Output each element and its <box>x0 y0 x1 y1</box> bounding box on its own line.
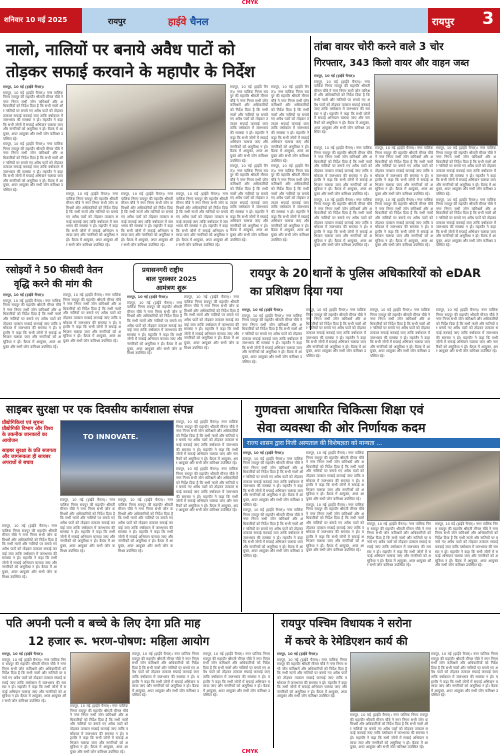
exam-col-2 <box>184 295 239 397</box>
exam-body-2: रायपुर, 10 मई (हाईवे चैनल)। नगर पालिक निगम रायपुर की महापौर श्रीमती मीनल चौबे ने नगर निगम सभी जोन कमिश्नरों और अधिकारियों को निर्देश दिया है कि सभी नालों और नालियों पर बनाये गए अवैध पाटों को तोड़कर तत्काल सफाई करवाई जाए ताकि वर्षाकाल में जलभराव की समस्या न हो। महापौर ने कहा कि सभी जोनों में सफाई अभियान चलाया जाए और नागरिकों को असुविधा न हो। बैठक में आयुक्त, अपर आयुक्त और सभी जोन कमिश्नर उपस्थित रहे। <box>184 295 239 350</box>
education-story <box>243 400 500 612</box>
cyber-headline: साइबर सुरक्षा पर एक दिवसीय कार्यशाला संपन्न <box>6 403 194 416</box>
women-col-1 <box>2 652 66 748</box>
copper-body-3b: रायपुर, 10 मई (हाईवे चैनल)। नगर पालिक निगम रायपुर की महापौर श्रीमती मीनल चौबे ने नगर निगम सभी जोन कमिश्नरों और अधिकारियों को निर्देश दिया है कि सभी नालों और नालियों पर बनाये गए अवैध पाटों को तोड़कर तत्काल सफाई करवाई जाए ताकि वर्षाकाल में जलभराव की समस्या न हो। महापौर ने कहा कि सभी जोनों में सफाई अभियान चलाया जाए और नागरिकों को असुविधा न हो। बैठक में आयुक्त, अपर आयुक्त और सभी जोन कमिश्नर उपस्थित रहे। <box>375 197 433 248</box>
lead-headline-1: नालो, नालियों पर बनाये अवैध पाटों को <box>6 40 235 59</box>
copper-body-4b: रायपुर, 10 मई (हाईवे चैनल)। नगर पालिक निगम रायपुर की महापौर श्रीमती मीनल चौबे ने नगर निगम सभी जोन कमिश्नरों और अधिकारियों को निर्देश दिया है कि सभी नालों और नालियों पर बनाये गए अवैध पाटों को तोड़कर तत्काल सफाई करवाई जाए ताकि वर्षाकाल में जलभराव की समस्या न हो। महापौर ने कहा कि सभी जोनों में सफाई अभियान चलाया जाए और नागरिकों को असुविधा न हो। बैठक में आयुक्त, अपर आयुक्त और सभी जोन कमिश्नर उपस्थित रहे। <box>436 197 496 248</box>
rule-mid-left <box>0 259 310 260</box>
exam-dateline: रायपुर, 10 मई (हाईवे चैनल)। <box>127 295 169 299</box>
education-headline-2: सेवा व्यवस्था की ओर निर्णायक कदम <box>257 420 426 435</box>
masthead-city: रायपुर <box>108 17 126 26</box>
cyber-highlight-2: साइबर सुरक्षा के प्रति सजगता और जागरूकता ही सायबर अपराधों से बचाव <box>2 448 57 466</box>
lead-body-4: रायपुर, 10 मई (हाईवे चैनल)। नगर पालिक निगम रायपुर की महापौर श्रीमती मीनल चौबे ने नगर निगम सभी जोन कमिश्नरों और अधिकारियों को निर्देश दिया है कि सभी नालों और नालियों पर बनाये गए अवैध पाटों को तोड़कर तत्काल सफाई करवाई जाए ताकि वर्षाकाल में जलभराव की समस्या न हो। महापौर ने कहा कि सभी जोनों में सफाई अभियान चलाया जाए और नागरिकों को असुविधा न हो। बैठक में आयुक्त, अपर आयुक्त और सभी जोन कमिश्नर उपस्थित रहे। <box>176 192 228 247</box>
lead-body-5: रायपुर, 10 मई (हाईवे चैनल)। नगर पालिक निगम रायपुर की महापौर श्रीमती मीनल चौबे ने नगर निगम सभी जोन कमिश्नरों और अधिकारियों को निर्देश दिया है कि सभी नालों और नालियों पर बनाये गए अवैध पाटों को तोड़कर तत्काल सफाई करवाई जाए ताकि वर्षाकाल में जलभराव की समस्या न हो। महापौर ने कहा कि सभी जोनों में सफाई अभियान चलाया जाए और नागरिकों को असुविधा न हो। बैठक में आयुक्त, अपर आयुक्त और सभी जोन कमिश्नर उपस्थित रहे। <box>230 85 268 163</box>
police-headline: रायपुर के 20 थानों के पुलिस अधिकारियों को eDAR का प्रशिक्षण दिया गया <box>250 266 481 298</box>
women-body-3: रायपुर, 10 मई (हाईवे चैनल)। नगर पालिक निगम रायपुर की महापौर श्रीमती मीनल चौबे ने नगर निगम सभी जोन कमिश्नरों और अधिकारियों को निर्देश दिया है कि सभी नालों और नालियों पर बनाये गए अवैध पाटों को तोड़कर तत्काल सफाई करवाई जाए ताकि वर्षाकाल में जलभराव की समस्या न हो। महापौर ने कहा कि सभी जोनों में सफाई अभियान चलाया जाए और नागरिकों को असुविधा न हो। बैठक में आयुक्त, अपर आयुक्त और सभी जोन कमिश्नर उपस्थित रहे। <box>132 652 199 698</box>
education-subhead: राज्य शासन द्वारा निजी अस्पताल की विशेषज्ञता को मान्यता ... <box>247 440 383 447</box>
women-body-4: रायपुर, 10 मई (हाईवे चैनल)। नगर पालिक निगम रायपुर की महापौर श्रीमती मीनल चौबे ने नगर निगम सभी जोन कमिश्नरों और अधिकारियों को निर्देश दिया है कि सभी नालों और नालियों पर बनाये गए अवैध पाटों को तोड़कर तत्काल सफाई करवाई जाए ताकि वर्षाकाल में जलभराव की समस्या न हो। महापौर ने कहा कि सभी जोनों में सफाई अभियान चलाया जाए और नागरिकों को असुविधा न हो। बैठक में आयुक्त, अपर आयुक्त और सभी जोन कमिश्नर उपस्थित रहे। <box>203 652 270 698</box>
cyber-col-1 <box>2 524 57 612</box>
cyber-col-side <box>176 420 238 612</box>
women-headline-2: 12 हजार रू. भरण-पोषण: महिला आयोग <box>28 634 210 648</box>
cyber-story <box>0 400 240 612</box>
cyber-col-3 <box>118 498 173 612</box>
lead-col-1 <box>3 85 63 257</box>
police-col-2 <box>306 308 366 396</box>
police-col-3 <box>370 308 430 396</box>
education-col-2 <box>306 451 364 612</box>
copper-dateline: रायपुर, 10 मई (हाईवे चैनल)। <box>314 74 356 78</box>
lead-col-4 <box>176 192 228 258</box>
education-col-3 <box>367 522 431 612</box>
police-dateline: रायपुर, 10 मई (हाईवे चैनल)। <box>242 308 284 312</box>
women-body-1: रायपुर, 10 मई (हाईवे चैनल)। नगर पालिक निगम रायपुर की महापौर श्रीमती मीनल चौबे ने नगर निगम सभी जोन कमिश्नरों और अधिकारियों को निर्देश दिया है कि सभी नालों और नालियों पर बनाये गए अवैध पाटों को तोड़कर तत्काल सफाई करवाई जाए ताकि वर्षाकाल में जलभराव की समस्या न हो। महापौर ने कहा कि सभी जोनों में सफाई अभियान चलाया जाए और नागरिकों को असुविधा न हो। बैठक में आयुक्त, अपर आयुक्त और सभी जोन कमिश्नर उपस्थित रहे। <box>2 657 66 703</box>
lead-col-3 <box>121 192 173 258</box>
exam-body-1: रायपुर, 10 मई (हाईवे चैनल)। नगर पालिक निगम रायपुर की महापौर श्रीमती मीनल चौबे ने नगर निगम सभी जोन कमिश्नरों और अधिकारियों को निर्देश दिया है कि सभी नालों और नालियों पर बनाये गए अवैध पाटों को तोड़कर तत्काल सफाई करवाई जाए ताकि वर्षाकाल में जलभराव की समस्या न हो। महापौर ने कहा कि सभी जोनों में सफाई अभियान चलाया जाए और नागरिकों को असुविधा न हो। बैठक में आयुक्त, अपर आयुक्त और सभी जोन कमिश्नर उपस्थित रहे। <box>127 300 182 356</box>
cook-headline-2: वृद्धि करने की मांग की <box>14 279 93 290</box>
copper-body-2b: रायपुर, 10 मई (हाईवे चैनल)। नगर पालिक निगम रायपुर की महापौर श्रीमती मीनल चौबे ने नगर निगम सभी जोन कमिश्नरों और अधिकारियों को निर्देश दिया है कि सभी नालों और नालियों पर बनाये गए अवैध पाटों को तोड़कर तत्काल सफाई करवाई जाए ताकि वर्षाकाल में जलभराव की समस्या न हो। महापौर ने कहा कि सभी जोनों में सफाई अभियान चलाया जाए और नागरिकों को असुविधा न हो। बैठक में आयुक्त, अपर आयुक्त और सभी जोन कमिश्नर उपस्थित रहे। <box>314 197 372 248</box>
education-dateline: रायपुर, 10 मई (हाईवे चैनल)। <box>243 451 285 455</box>
copper-body-3: रायपुर, 10 मई (हाईवे चैनल)। नगर पालिक निगम रायपुर की महापौर श्रीमती मीनल चौबे ने नगर निगम सभी जोन कमिश्नरों और अधिकारियों को निर्देश दिया है कि सभी नालों और नालियों पर बनाये गए अवैध पाटों को तोड़कर तत्काल सफाई करवाई जाए ताकि वर्षाकाल में जलभराव की समस्या न हो। महापौर ने कहा कि सभी जोनों में सफाई अभियान चलाया जाए और नागरिकों को असुविधा न हो। बैठक में आयुक्त, अपर आयुक्त और सभी जोन कमिश्नर उपस्थित रहे। <box>375 146 433 196</box>
education-body-2: रायपुर, 10 मई (हाईवे चैनल)। नगर पालिक निगम रायपुर की महापौर श्रीमती मीनल चौबे ने नगर निगम सभी जोन कमिश्नरों और अधिकारियों को निर्देश दिया है कि सभी नालों और नालियों पर बनाये गए अवैध पाटों को तोड़कर तत्काल सफाई करवाई जाए ताकि वर्षाकाल में जलभराव की समस्या न हो। महापौर ने कहा कि सभी जोनों में सफाई अभियान चलाया जाए और नागरिकों को असुविधा न हो। बैठक में आयुक्त, अपर आयुक्त और सभी जोन कमिश्नर उपस्थित रहे। <box>306 451 364 501</box>
cyber-highlight-1: प्रौद्योगिकियां एवं सूचना प्रौद्योगिकी विभाग और विश्व के तकनीक जानकारों का आयोजन <box>2 420 53 444</box>
lead-col-2 <box>66 192 118 258</box>
lead-dateline: रायपुर, 10 मई (हाईवे चैनल)। <box>3 85 45 89</box>
cook-col-2 <box>63 293 121 397</box>
lead-photo <box>66 84 226 190</box>
education-body-1b: रायपुर, 10 मई (हाईवे चैनल)। नगर पालिक निगम रायपुर की महापौर श्रीमती मीनल चौबे ने नगर निगम सभी जोन कमिश्नरों और अधिकारियों को निर्देश दिया है कि सभी नालों और नालियों पर बनाये गए अवैध पाटों को तोड़कर तत्काल सफाई करवाई जाए ताकि वर्षाकाल में जलभराव की समस्या न हो। महापौर ने कहा कि सभी जोनों में सफाई अभियान चलाया जाए और नागरिकों को असुविधा न हो। बैठक में आयुक्त, अपर आयुक्त और सभी जोन कमिश्नर उपस्थित रहे। <box>243 508 303 559</box>
vertical-rule-bottom <box>273 614 274 748</box>
lead-story <box>0 36 310 258</box>
mla-body-3: रायपुर, 10 मई (हाईवे चैनल)। नगर पालिक निगम रायपुर की महापौर श्रीमती मीनल चौबे ने नगर निगम सभी जोन कमिश्नरों और अधिकारियों को निर्देश दिया है कि सभी नालों और नालियों पर बनाये गए अवैध पाटों को तोड़कर तत्काल सफाई करवाई जाए ताकि वर्षाकाल में जलभराव की समस्या न हो। महापौर ने कहा कि सभी जोनों में सफाई अभियान चलाया जाए और नागरिकों को असुविधा न हो। बैठक में आयुक्त, अपर आयुक्त और सभी जोन कमिश्नर उपस्थित रहे। <box>431 652 498 698</box>
mla-col-1 <box>277 652 347 748</box>
women-col-2 <box>70 704 128 754</box>
cyber-body-2: रायपुर, 10 मई (हाईवे चैनल)। नगर पालिक निगम रायपुर की महापौर श्रीमती मीनल चौबे ने नगर निगम सभी जोन कमिश्नरों और अधिकारियों को निर्देश दिया है कि सभी नालों और नालियों पर बनाये गए अवैध पाटों को तोड़कर तत्काल सफाई करवाई जाए ताकि वर्षाकाल में जलभराव की समस्या न हो। महापौर ने कहा कि सभी जोनों में सफाई अभियान चलाया जाए और नागरिकों को असुविधा न हो। बैठक में आयुक्त, अपर आयुक्त और सभी जोन कमिश्नर उपस्थित रहे। <box>60 498 115 553</box>
cyber-body-side: रायपुर, 10 मई (हाईवे चैनल)। नगर पालिक निगम रायपुर की महापौर श्रीमती मीनल चौबे ने नगर निगम सभी जोन कमिश्नरों और अधिकारियों को निर्देश दिया है कि सभी नालों और नालियों पर बनाये गए अवैध पाटों को तोड़कर तत्काल सफाई करवाई जाए ताकि वर्षाकाल में जलभराव की समस्या न हो। महापौर ने कहा कि सभी जोनों में सफाई अभियान चलाया जाए और नागरिकों को असुविधा न हो। बैठक में आयुक्त, अपर आयुक्त और सभी जोन कमिश्नर उपस्थित रहे। <box>176 420 238 466</box>
cyber-photo <box>60 420 174 496</box>
masthead <box>0 8 500 33</box>
masthead-date-box <box>0 8 82 33</box>
copper-headline-2: गिरफ्तार, 343 किलो वायर और वाहन जब्त <box>314 58 470 69</box>
police-story <box>242 262 500 396</box>
police-body-4: रायपुर, 10 मई (हाईवे चैनल)। नगर पालिक निगम रायपुर की महापौर श्रीमती मीनल चौबे ने नगर निगम सभी जोन कमिश्नरों और अधिकारियों को निर्देश दिया है कि सभी नालों और नालियों पर बनाये गए अवैध पाटों को तोड़कर तत्काल सफाई करवाई जाए ताकि वर्षाकाल में जलभराव की समस्या न हो। महापौर ने कहा कि सभी जोनों में सफाई अभियान चलाया जाए और नागरिकों को असुविधा न हो। बैठक में आयुक्त, अपर आयुक्त और सभी जोन कमिश्नर उपस्थित रहे। <box>436 308 498 354</box>
masthead-band <box>82 8 428 33</box>
police-body-3: रायपुर, 10 मई (हाईवे चैनल)। नगर पालिक निगम रायपुर की महापौर श्रीमती मीनल चौबे ने नगर निगम सभी जोन कमिश्नरों और अधिकारियों को निर्देश दिया है कि सभी नालों और नालियों पर बनाये गए अवैध पाटों को तोड़कर तत्काल सफाई करवाई जाए ताकि वर्षाकाल में जलभराव की समस्या न हो। महापौर ने कहा कि सभी जोनों में सफाई अभियान चलाया जाए और नागरिकों को असुविधा न हो। बैठक में आयुक्त, अपर आयुक्त और सभी जोन कमिश्नर उपस्थित रहे। <box>370 308 430 358</box>
exam-col-1 <box>127 295 182 397</box>
exam-headline-2: बाल पुरस्कार 2025 <box>146 275 197 283</box>
education-body-2b: रायपुर, 10 मई (हाईवे चैनल)। नगर पालिक निगम रायपुर की महापौर श्रीमती मीनल चौबे ने नगर निगम सभी जोन कमिश्नरों और अधिकारियों को निर्देश दिया है कि सभी नालों और नालियों पर बनाये गए अवैध पाटों को तोड़कर तत्काल सफाई करवाई जाए ताकि वर्षाकाल में जलभराव की समस्या न हो। महापौर ने कहा कि सभी जोनों में सफाई अभियान चलाया जाए और नागरिकों को असुविधा न हो। बैठक में आयुक्त, अपर आयुक्त और सभी जोन कमिश्नर उपस्थित रहे। <box>306 502 364 553</box>
brand-name: हाईवे <box>168 17 187 28</box>
mla-headline-1: रायपुर पश्चिम विधायक ने सरोना <box>281 617 412 630</box>
lead-body-1b: रायपुर, 10 मई (हाईवे चैनल)। नगर पालिक निगम रायपुर की महापौर श्रीमती मीनल चौबे ने नगर निगम सभी जोन कमिश्नरों और अधिकारियों को निर्देश दिया है कि सभी नालों और नालियों पर बनाये गए अवैध पाटों को तोड़कर तत्काल सफाई करवाई जाए ताकि वर्षाकाल में जलभराव की समस्या न हो। महापौर ने कहा कि सभी जोनों में सफाई अभियान चलाया जाए और नागरिकों को असुविधा न हो। बैठक में आयुक्त, अपर आयुक्त और सभी जोन कमिश्नर उपस्थित रहे। <box>3 142 63 193</box>
cook-story <box>0 261 123 397</box>
education-headline-1: गुणवत्ता आधारित चिकित्सा शिक्षा एवं <box>255 402 424 417</box>
cyber-body-1: रायपुर, 10 मई (हाईवे चैनल)। नगर पालिक निगम रायपुर की महापौर श्रीमती मीनल चौबे ने नगर निगम सभी जोन कमिश्नरों और अधिकारियों को निर्देश दिया है कि सभी नालों और नालियों पर बनाये गए अवैध पाटों को तोड़कर तत्काल सफाई करवाई जाए ताकि वर्षाकाल में जलभराव की समस्या न हो। महापौर ने कहा कि सभी जोनों में सफाई अभियान चलाया जाए और नागरिकों को असुविधा न हो। बैठक में आयुक्त, अपर आयुक्त और सभी जोन कमिश्नर उपस्थित रहे। <box>2 524 57 579</box>
education-body-3: रायपुर, 10 मई (हाईवे चैनल)। नगर पालिक निगम रायपुर की महापौर श्रीमती मीनल चौबे ने नगर निगम सभी जोन कमिश्नरों और अधिकारियों को निर्देश दिया है कि सभी नालों और नालियों पर बनाये गए अवैध पाटों को तोड़कर तत्काल सफाई करवाई जाए ताकि वर्षाकाल में जलभराव की समस्या न हो। महापौर ने कहा कि सभी जोनों में सफाई अभियान चलाया जाए और नागरिकों को असुविधा न हो। बैठक में आयुक्त, अपर आयुक्त और सभी जोन कमिश्नर उपस्थित रहे। <box>367 522 431 568</box>
women-headline-1: पति अपनी पत्नी व बच्चे के लिए देगा प्रति माह <box>6 616 201 630</box>
police-body-2: रायपुर, 10 मई (हाईवे चैनल)। नगर पालिक निगम रायपुर की महापौर श्रीमती मीनल चौबे ने नगर निगम सभी जोन कमिश्नरों और अधिकारियों को निर्देश दिया है कि सभी नालों और नालियों पर बनाये गए अवैध पाटों को तोड़कर तत्काल सफाई करवाई जाए ताकि वर्षाकाल में जलभराव की समस्या न हो। महापौर ने कहा कि सभी जोनों में सफाई अभियान चलाया जाए और नागरिकों को असुविधा न हो। बैठक में आयुक्त, अपर आयुक्त और सभी जोन कमिश्नर उपस्थित रहे। <box>306 308 366 358</box>
mla-story <box>275 614 500 748</box>
copper-headline-1: तांबा वायर चोरी करने वाले 3 चोर <box>314 41 444 53</box>
lead-headline-2: तोड़कर सफाई करवाने के महापौर के निर्देश <box>6 62 255 81</box>
mla-col-2 <box>350 713 428 748</box>
lead-body-1: रायपुर, 10 मई (हाईवे चैनल)। नगर पालिक निगम रायपुर की महापौर श्रीमती मीनल चौबे ने नगर निगम सभी जोन कमिश्नरों और अधिकारियों को निर्देश दिया है कि सभी नालों और नालियों पर बनाये गए अवैध पाटों को तोड़कर तत्काल सफाई करवाई जाए ताकि वर्षाकाल में जलभराव की समस्या न हो। महापौर ने कहा कि सभी जोनों में सफाई अभियान चलाया जाए और नागरिकों को असुविधा न हो। बैठक में आयुक्त, अपर आयुक्त और सभी जोन कमिश्नर उपस्थित रहे। <box>3 90 63 141</box>
cook-body-1: रायपुर, 10 मई (हाईवे चैनल)। नगर पालिक निगम रायपुर की महापौर श्रीमती मीनल चौबे ने नगर निगम सभी जोन कमिश्नरों और अधिकारियों को निर्देश दिया है कि सभी नालों और नालियों पर बनाये गए अवैध पाटों को तोड़कर तत्काल सफाई करवाई जाए ताकि वर्षाकाल में जलभराव की समस्या न हो। महापौर ने कहा कि सभी जोनों में सफाई अभियान चलाया जाए और नागरिकों को असुविधा न हो। बैठक में आयुक्त, अपर आयुक्त और सभी जोन कमिश्नर उपस्थित रहे। <box>3 298 61 349</box>
cyber-col-2 <box>60 498 115 612</box>
page-number: 3 <box>482 9 494 29</box>
lead-body-5b: रायपुर, 10 मई (हाईवे चैनल)। नगर पालिक निगम रायपुर की महापौर श्रीमती मीनल चौबे ने नगर निगम सभी जोन कमिश्नरों और अधिकारियों को निर्देश दिया है कि सभी नालों और नालियों पर बनाये गए अवैध पाटों को तोड़कर तत्काल सफाई करवाई जाए ताकि वर्षाकाल में जलभराव की समस्या न हो। महापौर ने कहा कि सभी जोनों में सफाई अभियान चलाया जाए और नागरिकों को असुविधा न हो। बैठक में आयुक्त, अपर आयुक्त और सभी जोन कमिश्नर उपस्थित रहे। <box>230 164 268 242</box>
mla-body-1: रायपुर, 10 मई (हाईवे चैनल)। नगर पालिक निगम रायपुर की महापौर श्रीमती मीनल चौबे ने नगर निगम सभी जोन कमिश्नरों और अधिकारियों को निर्देश दिया है कि सभी नालों और नालियों पर बनाये गए अवैध पाटों को तोड़कर तत्काल सफाई करवाई जाए ताकि वर्षाकाल में जलभराव की समस्या न हो। महापौर ने कहा कि सभी जोनों में सफाई अभियान चलाया जाए और नागरिकों को असुविधा न हो। बैठक में आयुक्त, अपर आयुक्त और सभी जोन कमिश्नर उपस्थित रहे। <box>277 657 347 699</box>
education-body-1: रायपुर, 10 मई (हाईवे चैनल)। नगर पालिक निगम रायपुर की महापौर श्रीमती मीनल चौबे ने नगर निगम सभी जोन कमिश्नरों और अधिकारियों को निर्देश दिया है कि सभी नालों और नालियों पर बनाये गए अवैध पाटों को तोड़कर तत्काल सफाई करवाई जाए ताकि वर्षाकाल में जलभराव की समस्या न हो। महापौर ने कहा कि सभी जोनों में सफाई अभियान चलाया जाए और नागरिकों को असुविधा न हो। बैठक में आयुक्त, अपर आयुक्त और सभी जोन कमिश्नर उपस्थित रहे। <box>243 456 303 507</box>
police-col-1 <box>242 308 302 396</box>
vertical-rule-mid <box>241 400 242 612</box>
masthead-brand <box>168 14 209 28</box>
lead-body-2: रायपुर, 10 मई (हाईवे चैनल)। नगर पालिक निगम रायपुर की महापौर श्रीमती मीनल चौबे ने नगर निगम सभी जोन कमिश्नरों और अधिकारियों को निर्देश दिया है कि सभी नालों और नालियों पर बनाये गए अवैध पाटों को तोड़कर तत्काल सफाई करवाई जाए ताकि वर्षाकाल में जलभराव की समस्या न हो। महापौर ने कहा कि सभी जोनों में सफाई अभियान चलाया जाए और नागरिकों को असुविधा न हो। बैठक में आयुक्त, अपर आयुक्त और सभी जोन कमिश्नर उपस्थित रहे। <box>66 192 118 247</box>
copper-col-1 <box>314 74 370 144</box>
mla-headline-2: में कचरे के रेमेडिएशन कार्य की <box>285 635 408 648</box>
exam-headline-box <box>133 263 233 293</box>
mla-body-2: रायपुर, 10 मई (हाईवे चैनल)। नगर पालिक निगम रायपुर की महापौर श्रीमती मीनल चौबे ने नगर निगम सभी जोन कमिश्नरों और अधिकारियों को निर्देश दिया है कि सभी नालों और नालियों पर बनाये गए अवैध पाटों को तोड़कर तत्काल सफाई करवाई जाए ताकि वर्षाकाल में जलभराव की समस्या न हो। महापौर ने कहा कि सभी जोनों में सफाई अभियान चलाया जाए और नागरिकों को असुविधा न हो। बैठक में आयुक्त, अपर आयुक्त और सभी जोन कमिश्नर उपस्थित रहे। <box>350 713 428 750</box>
masthead-section-box <box>428 8 500 33</box>
education-col-1 <box>243 451 303 612</box>
copper-body-4: रायपुर, 10 मई (हाईवे चैनल)। नगर पालिक निगम रायपुर की महापौर श्रीमती मीनल चौबे ने नगर निगम सभी जोन कमिश्नरों और अधिकारियों को निर्देश दिया है कि सभी नालों और नालियों पर बनाये गए अवैध पाटों को तोड़कर तत्काल सफाई करवाई जाए ताकि वर्षाकाल में जलभराव की समस्या न हो। महापौर ने कहा कि सभी जोनों में सफाई अभियान चलाया जाए और नागरिकों को असुविधा न हो। बैठक में आयुक्त, अपर आयुक्त और सभी जोन कमिश्नर उपस्थित रहे। <box>436 146 496 196</box>
women-col-4 <box>203 652 270 748</box>
exam-headline-1: प्रयासनगरी राष्ट्रीय <box>142 266 184 274</box>
mla-col-3 <box>431 652 498 748</box>
education-photo <box>367 451 500 521</box>
masthead-date: शनिवार 10 मई 2025 <box>4 16 68 24</box>
section-name: रायपुर <box>432 17 455 28</box>
bottom-print-mark: CMYK <box>241 749 259 755</box>
lead-col-5 <box>230 85 268 257</box>
mla-dateline: रायपुर, 10 मई (हाईवे चैनल)। <box>277 652 319 656</box>
cyber-body-3: रायपुर, 10 मई (हाईवे चैनल)। नगर पालिक निगम रायपुर की महापौर श्रीमती मीनल चौबे ने नगर निगम सभी जोन कमिश्नरों और अधिकारियों को निर्देश दिया है कि सभी नालों और नालियों पर बनाये गए अवैध पाटों को तोड़कर तत्काल सफाई करवाई जाए ताकि वर्षाकाल में जलभराव की समस्या न हो। महापौर ने कहा कि सभी जोनों में सफाई अभियान चलाया जाए और नागरिकों को असुविधा न हो। बैठक में आयुक्त, अपर आयुक्त और सभी जोन कमिश्नर उपस्थित रहे। <box>118 498 173 553</box>
cyber-body-side-b: रायपुर, 10 मई (हाईवे चैनल)। नगर पालिक निगम रायपुर की महापौर श्रीमती मीनल चौबे ने नगर निगम सभी जोन कमिश्नरों और अधिकारियों को निर्देश दिया है कि सभी नालों और नालियों पर बनाये गए अवैध पाटों को तोड़कर तत्काल सफाई करवाई जाए ताकि वर्षाकाल में जलभराव की समस्या न हो। महापौर ने कहा कि सभी जोनों में सफाई अभियान चलाया जाए और नागरिकों को असुविधा न हो। बैठक में आयुक्त, अपर आयुक्त और सभी जोन कमिश्नर उपस्थित रहे। <box>176 466 238 513</box>
exam-story <box>125 261 240 397</box>
copper-photo <box>374 74 498 146</box>
women-col-3 <box>132 652 199 748</box>
women-dateline: रायपुर, 10 मई (हाईवे चैनल)। <box>2 652 44 656</box>
lead-col-6 <box>271 85 309 257</box>
rule-cyber-top <box>0 398 500 399</box>
mla-photo <box>350 652 430 712</box>
education-col-4 <box>435 522 498 612</box>
cyber-highlights <box>2 420 57 520</box>
copper-body-1: रायपुर, 10 मई (हाईवे चैनल)। नगर पालिक निगम रायपुर की महापौर श्रीमती मीनल चौबे ने नगर निगम सभी जोन कमिश्नरों और अधिकारियों को निर्देश दिया है कि सभी नालों और नालियों पर बनाये गए अवैध पाटों को तोड़कर तत्काल सफाई करवाई जाए ताकि वर्षाकाल में जलभराव की समस्या न हो। महापौर ने कहा कि सभी जोनों में सफाई अभियान चलाया जाए और नागरिकों को असुविधा न हो। बैठक में आयुक्त, अपर आयुक्त और सभी जोन कमिश्नर उपस्थित रहे। <box>314 79 370 135</box>
police-col-4 <box>436 308 498 396</box>
copper-body-2: रायपुर, 10 मई (हाईवे चैनल)। नगर पालिक निगम रायपुर की महापौर श्रीमती मीनल चौबे ने नगर निगम सभी जोन कमिश्नरों और अधिकारियों को निर्देश दिया है कि सभी नालों और नालियों पर बनाये गए अवैध पाटों को तोड़कर तत्काल सफाई करवाई जाए ताकि वर्षाकाल में जलभराव की समस्या न हो। महापौर ने कहा कि सभी जोनों में सफाई अभियान चलाया जाए और नागरिकों को असुविधा न हो। बैठक में आयुक्त, अपर आयुक्त और सभी जोन कमिश्नर उपस्थित रहे। <box>314 146 372 196</box>
brand-suffix: चैनल <box>189 17 209 28</box>
education-body-4: रायपुर, 10 मई (हाईवे चैनल)। नगर पालिक निगम रायपुर की महापौर श्रीमती मीनल चौबे ने नगर निगम सभी जोन कमिश्नरों और अधिकारियों को निर्देश दिया है कि सभी नालों और नालियों पर बनाये गए अवैध पाटों को तोड़कर तत्काल सफाई करवाई जाए ताकि वर्षाकाल में जलभराव की समस्या न हो। महापौर ने कहा कि सभी जोनों में सफाई अभियान चलाया जाए और नागरिकों को असुविधा न हो। बैठक में आयुक्त, अपर आयुक्त और सभी जोन कमिश्नर उपस्थित रहे। <box>435 522 498 568</box>
police-body-1: रायपुर, 10 मई (हाईवे चैनल)। नगर पालिक निगम रायपुर की महापौर श्रीमती मीनल चौबे ने नगर निगम सभी जोन कमिश्नरों और अधिकारियों को निर्देश दिया है कि सभी नालों और नालियों पर बनाये गए अवैध पाटों को तोड़कर तत्काल सफाई करवाई जाए ताकि वर्षाकाल में जलभराव की समस्या न हो। महापौर ने कहा कि सभी जोनों में सफाई अभियान चलाया जाए और नागरिकों को असुविधा न हो। बैठक में आयुक्त, अपर आयुक्त और सभी जोन कमिश्नर उपस्थित रहे। <box>242 313 302 364</box>
lead-body-6: रायपुर, 10 मई (हाईवे चैनल)। नगर पालिक निगम रायपुर की महापौर श्रीमती मीनल चौबे ने नगर निगम सभी जोन कमिश्नरों और अधिकारियों को निर्देश दिया है कि सभी नालों और नालियों पर बनाये गए अवैध पाटों को तोड़कर तत्काल सफाई करवाई जाए ताकि वर्षाकाल में जलभराव की समस्या न हो। महापौर ने कहा कि सभी जोनों में सफाई अभियान चलाया जाए और नागरिकों को असुविधा न हो। बैठक में आयुक्त, अपर आयुक्त और सभी जोन कमिश्नर उपस्थित रहे। <box>271 85 309 163</box>
lead-body-6b: रायपुर, 10 मई (हाईवे चैनल)। नगर पालिक निगम रायपुर की महापौर श्रीमती मीनल चौबे ने नगर निगम सभी जोन कमिश्नरों और अधिकारियों को निर्देश दिया है कि सभी नालों और नालियों पर बनाये गए अवैध पाटों को तोड़कर तत्काल सफाई करवाई जाए ताकि वर्षाकाल में जलभराव की समस्या न हो। महापौर ने कहा कि सभी जोनों में सफाई अभियान चलाया जाए और नागरिकों को असुविधा न हो। बैठक में आयुक्त, अपर आयुक्त और सभी जोन कमिश्नर उपस्थित रहे। <box>271 164 309 242</box>
cook-dateline: रायपुर, 10 मई (हाईवे चैनल)। <box>3 293 45 297</box>
top-print-mark: CMYK <box>241 0 259 6</box>
exam-headline-3: आमंत्रण शुरू <box>156 284 187 292</box>
education-subhead-bar <box>243 438 500 448</box>
women-body-2: रायपुर, 10 मई (हाईवे चैनल)। नगर पालिक निगम रायपुर की महापौर श्रीमती मीनल चौबे ने नगर निगम सभी जोन कमिश्नरों और अधिकारियों को निर्देश दिया है कि सभी नालों और नालियों पर बनाये गए अवैध पाटों को तोड़कर तत्काल सफाई करवाई जाए ताकि वर्षाकाल में जलभराव की समस्या न हो। महापौर ने कहा कि सभी जोनों में सफाई अभियान चलाया जाए और नागरिकों को असुविधा न हो। बैठक में आयुक्त, अपर आयुक्त और सभी जोन कमिश्नर उपस्थित रहे। <box>70 704 128 754</box>
cook-headline-1: रसोइयों ने 50 फीसदी वेतन <box>6 265 103 276</box>
cyber-banner-text: TO INNOVATE. <box>83 433 139 441</box>
cook-col-1 <box>3 293 61 397</box>
women-photo <box>70 652 130 704</box>
cook-body-2: रायपुर, 10 मई (हाईवे चैनल)। नगर पालिक निगम रायपुर की महापौर श्रीमती मीनल चौबे ने नगर निगम सभी जोन कमिश्नरों और अधिकारियों को निर्देश दिया है कि सभी नालों और नालियों पर बनाये गए अवैध पाटों को तोड़कर तत्काल सफाई करवाई जाए ताकि वर्षाकाल में जलभराव की समस्या न हो। महापौर ने कहा कि सभी जोनों में सफाई अभियान चलाया जाए और नागरिकों को असुविधा न हो। बैठक में आयुक्त, अपर आयुक्त और सभी जोन कमिश्नर उपस्थित रहे। <box>63 293 121 343</box>
lead-body-3: रायपुर, 10 मई (हाईवे चैनल)। नगर पालिक निगम रायपुर की महापौर श्रीमती मीनल चौबे ने नगर निगम सभी जोन कमिश्नरों और अधिकारियों को निर्देश दिया है कि सभी नालों और नालियों पर बनाये गए अवैध पाटों को तोड़कर तत्काल सफाई करवाई जाए ताकि वर्षाकाल में जलभराव की समस्या न हो। महापौर ने कहा कि सभी जोनों में सफाई अभियान चलाया जाए और नागरिकों को असुविधा न हो। बैठक में आयुक्त, अपर आयुक्त और सभी जोन कमिश्नर उपस्थित रहे। <box>121 192 173 247</box>
